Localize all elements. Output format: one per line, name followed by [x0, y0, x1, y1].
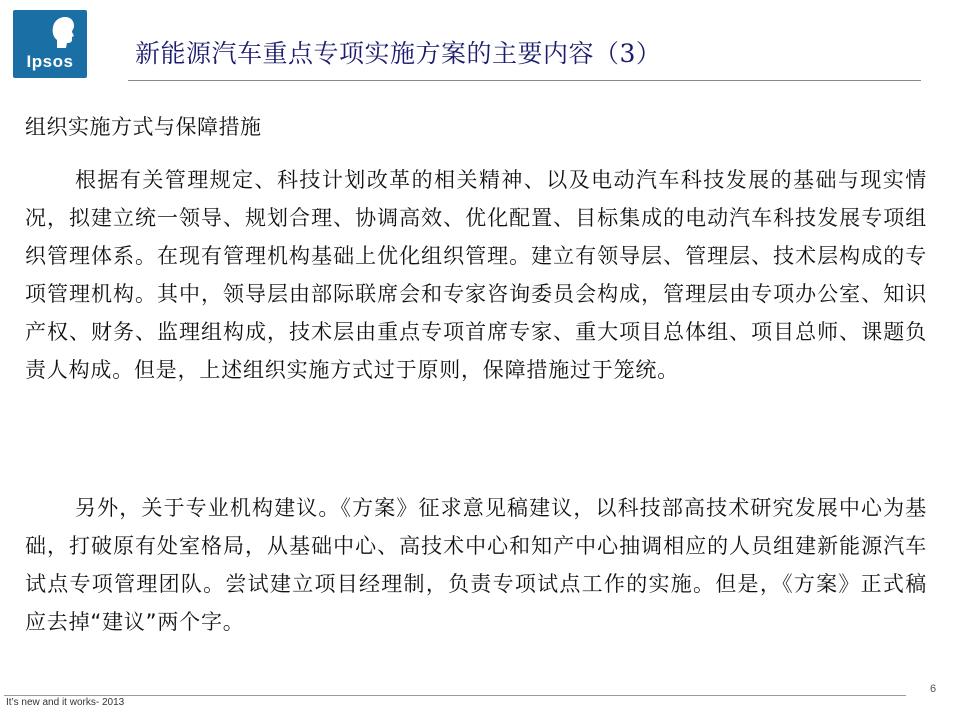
body-paragraph-2: 另外，关于专业机构建议。《方案》征求意见稿建议，以科技部高技术研究发展中心为基础，打破原有处室格局，从基础中心、高技术中心和知产中心抽调相应的人员组建新能源汽车试点专项管理团队。尝试建立项目经理制，负责专项试点工作的实施。但是，《方案》正式稿应去掉“建议”两个字。 — [25, 496, 927, 634]
title-divider — [128, 80, 921, 81]
logo-wordmark: Ipsos — [26, 52, 74, 71]
head-silhouette-icon — [51, 16, 75, 50]
footer-tagline: It’s new and it works- 2013 — [6, 697, 125, 708]
slide-title: 新能源汽车重点专项实施方案的主要内容（3） — [135, 39, 662, 68]
body-paragraph-1: 根据有关管理规定、科技计划改革的相关精神、以及电动汽车科技发展的基础与现实情况，拟建立统一领导、规划合理、协调高效、优化配置、目标集成的电动汽车科技发展专项组织管理体系。在现有管理机构基础上优化组织管理。建立有领导层、管理层、技术层构成的专项管理机构。其中，领导层由部际联席会和专家咨询委员会构成，管理层由专项办公室、知识产权、财务、监理组构成，技术层由重点专项首席专家、重大项目总体组、项目总师、课题负责人构成。但是，上述组织实施方式过于原则，保障措施过于笼统。 — [25, 168, 927, 382]
page-number: 6 — [930, 683, 937, 695]
section-heading: 组织实施方式与保障措施 — [25, 115, 262, 139]
footer-divider — [4, 695, 906, 696]
ipsos-logo — [13, 10, 87, 78]
